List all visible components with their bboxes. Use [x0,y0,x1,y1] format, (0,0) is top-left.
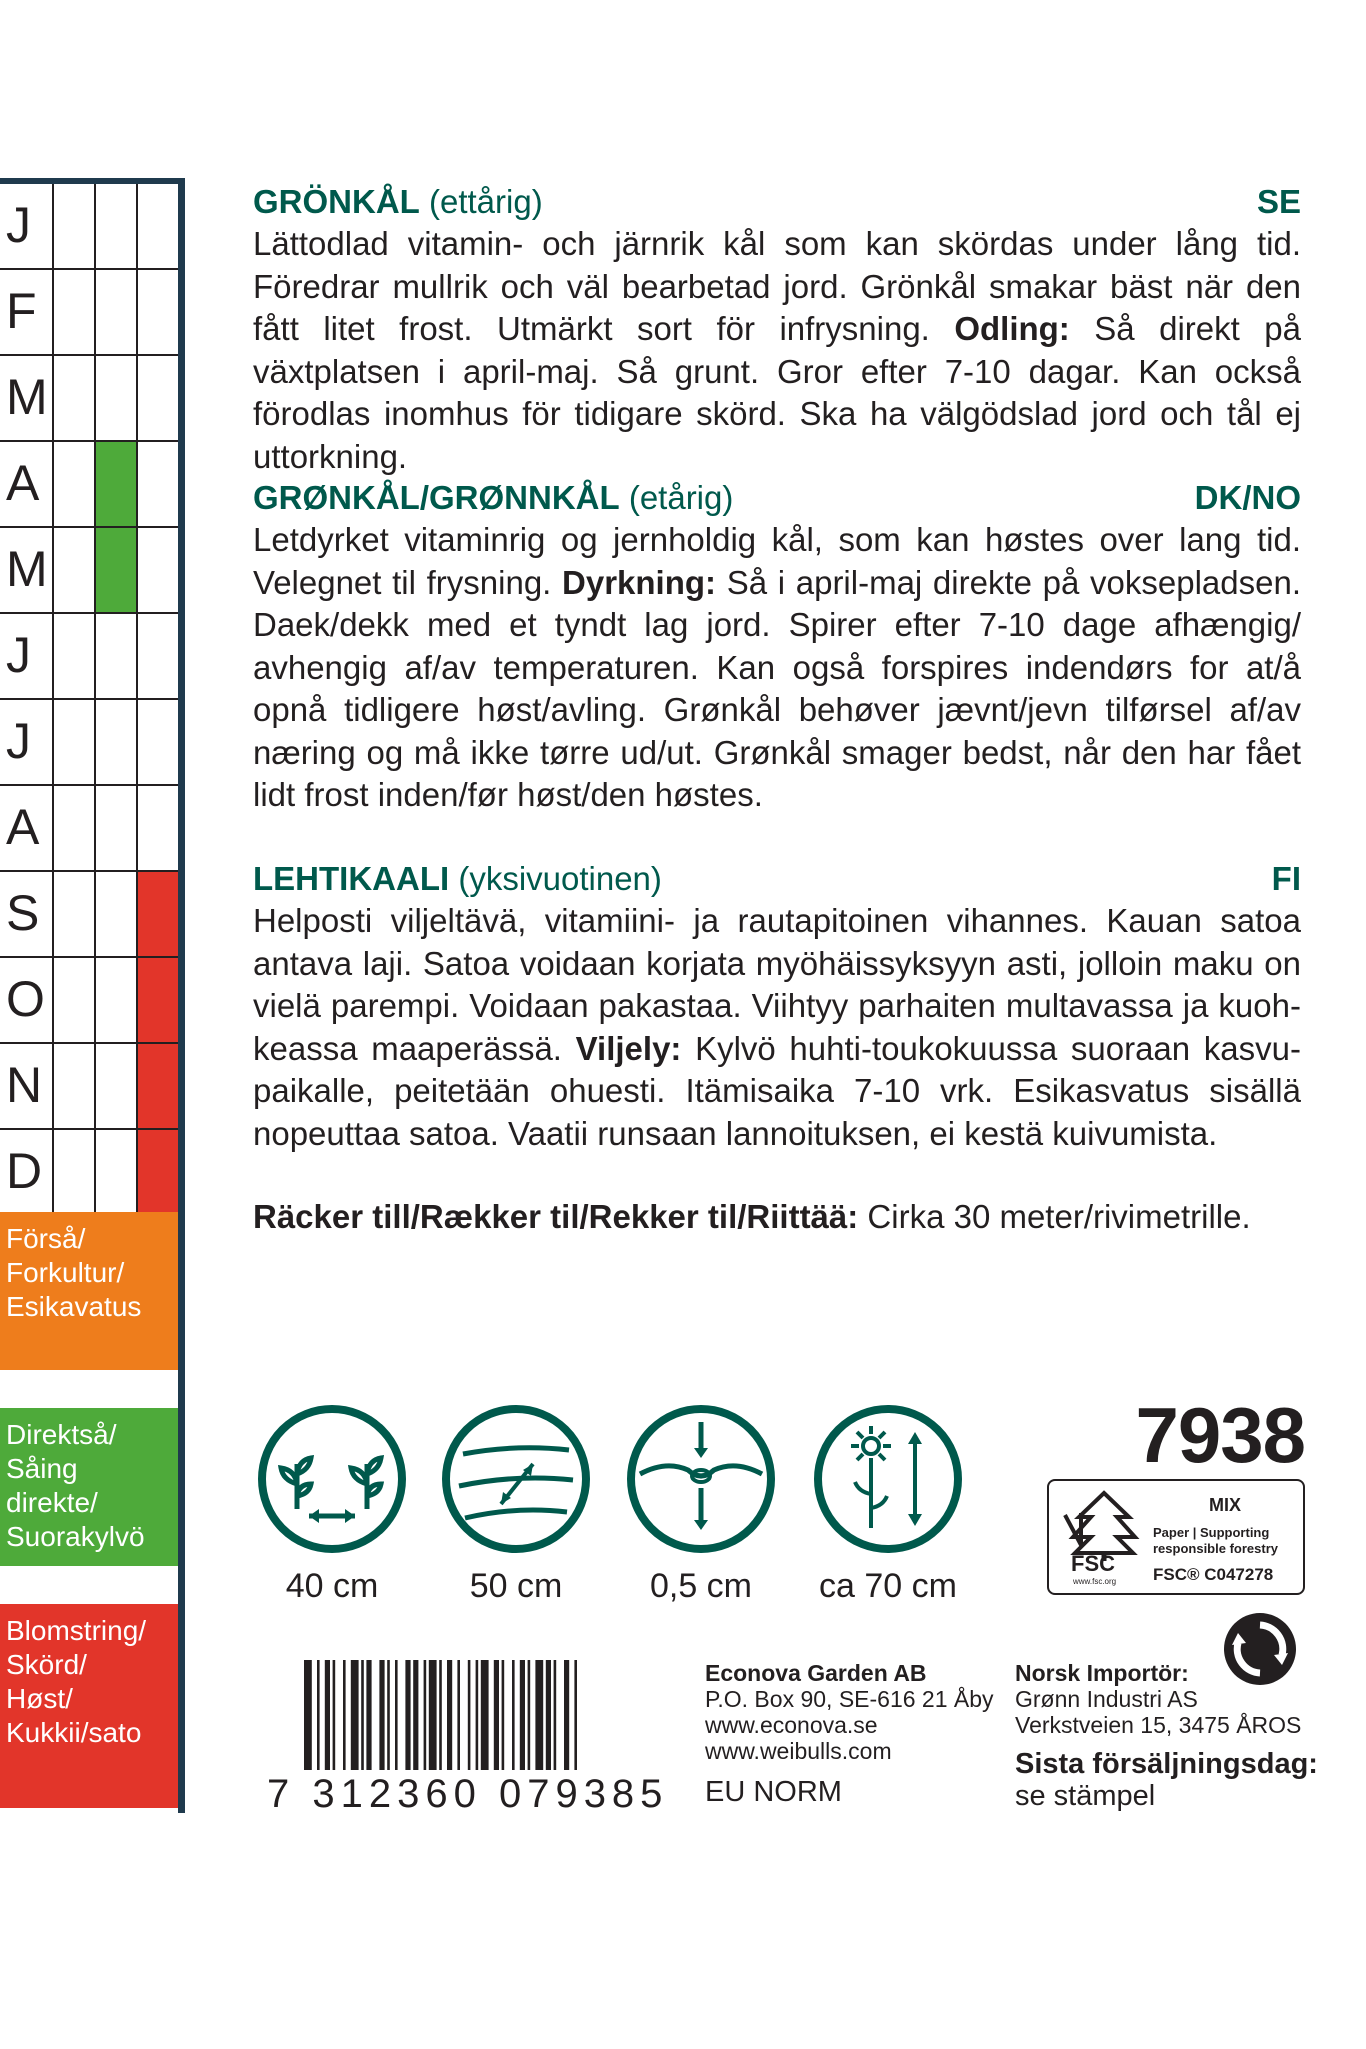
section-subtitle: (ettårig) [429,183,543,220]
calendar-cell [136,700,183,784]
calendar-cell [136,1044,183,1128]
section-danish-norwegian [253,477,1301,817]
barcode-digits: 7 312360 079385 [267,1772,669,1816]
calendar-cell [136,1130,183,1216]
calendar-month-letter: A [6,799,40,855]
importer-street: Verkstveien 15, 3475 ÅROS [1015,1712,1302,1738]
supplier-postal: P.O. Box 90, SE-616 21 Åby [705,1686,994,1712]
section-title: LEHTIKAALI [253,860,450,897]
section-title: GRÖNKÅL [253,183,420,220]
calendar-cell [52,1044,94,1128]
calendar-row [0,270,183,356]
row-spacing-icon [441,1404,591,1554]
plant-spacing-block [257,1404,407,1605]
calendar-row [0,958,183,1044]
calendar-month-letter: J [6,713,31,769]
calendar-row [0,786,183,872]
calendar-right-bar [178,178,185,1813]
barcode-bar [333,1660,336,1770]
body-bold-label: Viljely: [575,1029,682,1067]
legend-direct-sow [0,1408,178,1566]
fsc-mix: MIX [1209,1495,1242,1515]
calendar-cell [94,1130,136,1216]
calendar-month-letter: O [6,971,45,1027]
calendar-cell [136,786,183,870]
barcode-bar [574,1660,577,1770]
sowing-depth-icon [626,1404,776,1554]
calendar-cell [52,958,94,1042]
barcode-bar [317,1660,320,1770]
barcode-bar [502,1660,505,1770]
calendar-month-letter: M [6,541,48,597]
sowing-depth-label: 0,5 cm [649,1567,753,1605]
calendar-cell [94,958,136,1042]
fsc-url: www.fsc.org [1073,1577,1117,1586]
legend-presow [0,1212,178,1370]
calendar-cell [136,614,183,698]
barcode-bar [395,1660,398,1770]
body-bold-label: Odling: [954,310,1070,347]
calendar-cell [52,614,94,698]
calendar-cell [52,270,94,354]
calendar-row [0,442,183,528]
language-code: DK/NO [1194,479,1301,516]
eu-norm-label: EU NORM [705,1776,842,1808]
calendar-cell [52,872,94,956]
body-bold-label: Dyrkning: [562,563,717,601]
language-code: FI [1271,860,1301,897]
calendar-month-letter: S [6,885,40,941]
row-spacing-block [441,1404,591,1605]
calendar-cell [94,786,136,870]
calendar-cell [136,356,183,440]
sowing-depth-block [626,1404,776,1605]
calendar-cell [52,528,94,612]
body-text: Så direkt på växtplatsen i april-maj. Så grunt. Gror efter 7-10 dagar. Kan också förodlas inomhus för tidigare skörd. Ska ha välgödslad jord och tål ej uttorkning. [253,310,1301,475]
calendar-cell [52,1130,94,1216]
body-text: Kylvö huhti-toukokuussa suoraan kasvupaikalle, peitetään ohuesti. Itämisaika 7-10 vrk. Esikasvatus sisällä nopeuttaa satoa. Vaatii runsaan lannoituksen, ei kestä kuivumista. [253,1029,1301,1152]
calendar-cell [52,442,94,526]
plant-height-block [813,1404,963,1605]
calendar-cell [94,700,136,784]
calendar-row [0,1044,183,1130]
calendar-month-letter: D [6,1143,43,1199]
barcode-bar [546,1660,551,1770]
calendar-month-letter: J [6,197,31,253]
barcode-bar [351,1660,359,1770]
importer-address [1015,1660,1301,1738]
section-swedish [253,181,1301,478]
row-spacing-label: 50 cm [469,1567,563,1605]
barcode-bar [476,1660,479,1770]
barcode-bar [366,1660,371,1770]
supplier-address [705,1660,994,1764]
barcode-bar [439,1660,442,1770]
calendar-cell [136,528,183,612]
calendar-month-letter: J [6,627,31,683]
legend-direct-text: Direktså/ Såing direkte/ Suorakylvö [6,1419,145,1552]
calendar-cell [52,184,94,268]
calendar-cell [94,872,136,956]
coverage-label: Räcker till/Rækker til/Rekker til/Riittää: [253,1198,859,1235]
barcode-bar [361,1660,364,1770]
last-sale-date [1015,1748,1318,1812]
barcode-bar [468,1660,471,1770]
calendar-cell [94,184,136,268]
plant-spacing-label: 40 cm [285,1567,379,1605]
barcode-bar [304,1660,312,1770]
calendar-row [0,872,183,958]
coverage-line [253,1196,1313,1238]
barcode-bar [457,1660,460,1770]
last-sale-value: se stämpel [1015,1780,1156,1812]
fsc-brand: FSC [1071,1551,1115,1576]
barcode-bar [379,1660,384,1770]
language-code: SE [1256,183,1301,220]
calendar-row [0,614,183,700]
calendar-cell [136,270,183,354]
section-title: GRØNKÅL/GRØNNKÅL [253,479,620,516]
body-text: Helposti viljeltävä, vitamiini- ja rautapitoinen vihannes. Kauan satoa antava laji. Satoa voidaan korjata myöhäissyksyyn asti, jolloin maku on vielä parempi. Voidaan pakastaa. Viihtyy parhaiten multavassa ja kuohkeassa maaperässä. [253,902,1301,1067]
barcode-bar [494,1660,499,1770]
plant-spacing-icon [257,1404,407,1554]
coverage-value: Cirka 30 meter/rivimetrille. [858,1198,1251,1235]
fsc-license: FSC® C047278 [1153,1565,1274,1584]
importer-label: Norsk Importör: [1015,1660,1189,1686]
section-finnish [253,858,1301,1155]
calendar-month-letter: A [6,455,40,511]
calendar-cell [52,786,94,870]
calendar-cell [94,442,136,526]
calendar-cell [94,356,136,440]
calendar-month-letter: N [6,1057,43,1113]
plant-height-icon [813,1404,963,1554]
calendar-cell [94,528,136,612]
calendar-month-letter: M [6,369,48,425]
fsc-forestry-line: responsible forestry [1153,1541,1278,1556]
calendar-cell [52,356,94,440]
body-text: Letdyrket vitaminrig og jernholdig kål, som kan høstes over lang tid. Velegnet til frysning. [253,521,1301,601]
calendar-cell [136,872,183,956]
barcode-bar [535,1660,543,1770]
barcode-bar [447,1660,452,1770]
barcode-bar [429,1660,437,1770]
calendar-cell [136,958,183,1042]
supplier-website-1: www.econova.se [705,1712,878,1738]
section-heading [253,858,1301,900]
fsc-certification-box [1047,1479,1305,1595]
section-body [253,519,1301,817]
calendar-row [0,1130,183,1216]
plant-height-label: ca 70 cm [819,1567,957,1605]
calendar-cell [52,700,94,784]
barcode-bar [387,1660,390,1770]
last-sale-label: Sista försäljningsdag: [1015,1748,1318,1780]
fsc-paper-line: Paper | Supporting [1153,1525,1270,1540]
legend-presow-text: Förså/ Forkultur/ Esikavatus [6,1223,142,1322]
calendar-cell [94,1044,136,1128]
barcode-bar [413,1660,418,1770]
importer-name: Grønn Industri AS [1015,1686,1198,1712]
barcode-bar [528,1660,531,1770]
calendar-row [0,700,183,786]
section-heading [253,477,1301,519]
barcode-bar [481,1660,489,1770]
barcode-bar [343,1660,346,1770]
calendar-month-letter: F [6,283,37,339]
calendar-cell [94,614,136,698]
calendar-cell [94,270,136,354]
sowing-calendar [0,178,183,1213]
legend-harvest [0,1604,178,1808]
supplier-name: Econova Garden AB [705,1660,927,1686]
section-subtitle: (etårig) [628,479,734,516]
calendar-row [0,184,183,270]
supplier-website-2: www.weibulls.com [705,1738,892,1764]
section-subtitle: (yksivuotinen) [458,860,662,897]
section-body [253,223,1301,478]
calendar-row [0,528,183,614]
barcode-bar [554,1660,557,1770]
calendar-row [0,356,183,442]
calendar-cell [136,184,183,268]
body-text: Lättodlad vitamin- och järnrik kål som kan skördas under lång tid. Föredrar mullrik och väl bearbetad jord. Grönkål smakar bäst när den fått litet frost. Utmärkt sort för infrysning. [253,225,1301,347]
section-heading [253,181,1301,223]
section-body [253,900,1301,1155]
barcode-bar [512,1660,515,1770]
barcode-bar [424,1660,427,1770]
legend-harvest-text: Blomstring/ Skörd/ Høst/ Kukkii/sato [6,1615,147,1748]
body-text: Så i april-maj direkte på voksepladsen. Daek/dekk med et tyndt lag jord. Spirer efter 7-10 dage afhængig/ avhengig af/av temperaturen. Kan også forspires indendørs for at/å opnå tidligere høst/avling. Grønkål behøver jævnt/jevn tilførsel af/av næring og må ikke tørre ud/ut. Grønkål smager bedst, når den har fået lidt frost inden/før høst/den høstes. [253,563,1301,813]
barcode-bar [520,1660,525,1770]
barcode-bar [564,1660,569,1770]
barcode-bar [325,1660,330,1770]
calendar-cell [136,442,183,526]
item-number: 7938 [1135,1391,1305,1479]
barcode-bar [405,1660,410,1770]
